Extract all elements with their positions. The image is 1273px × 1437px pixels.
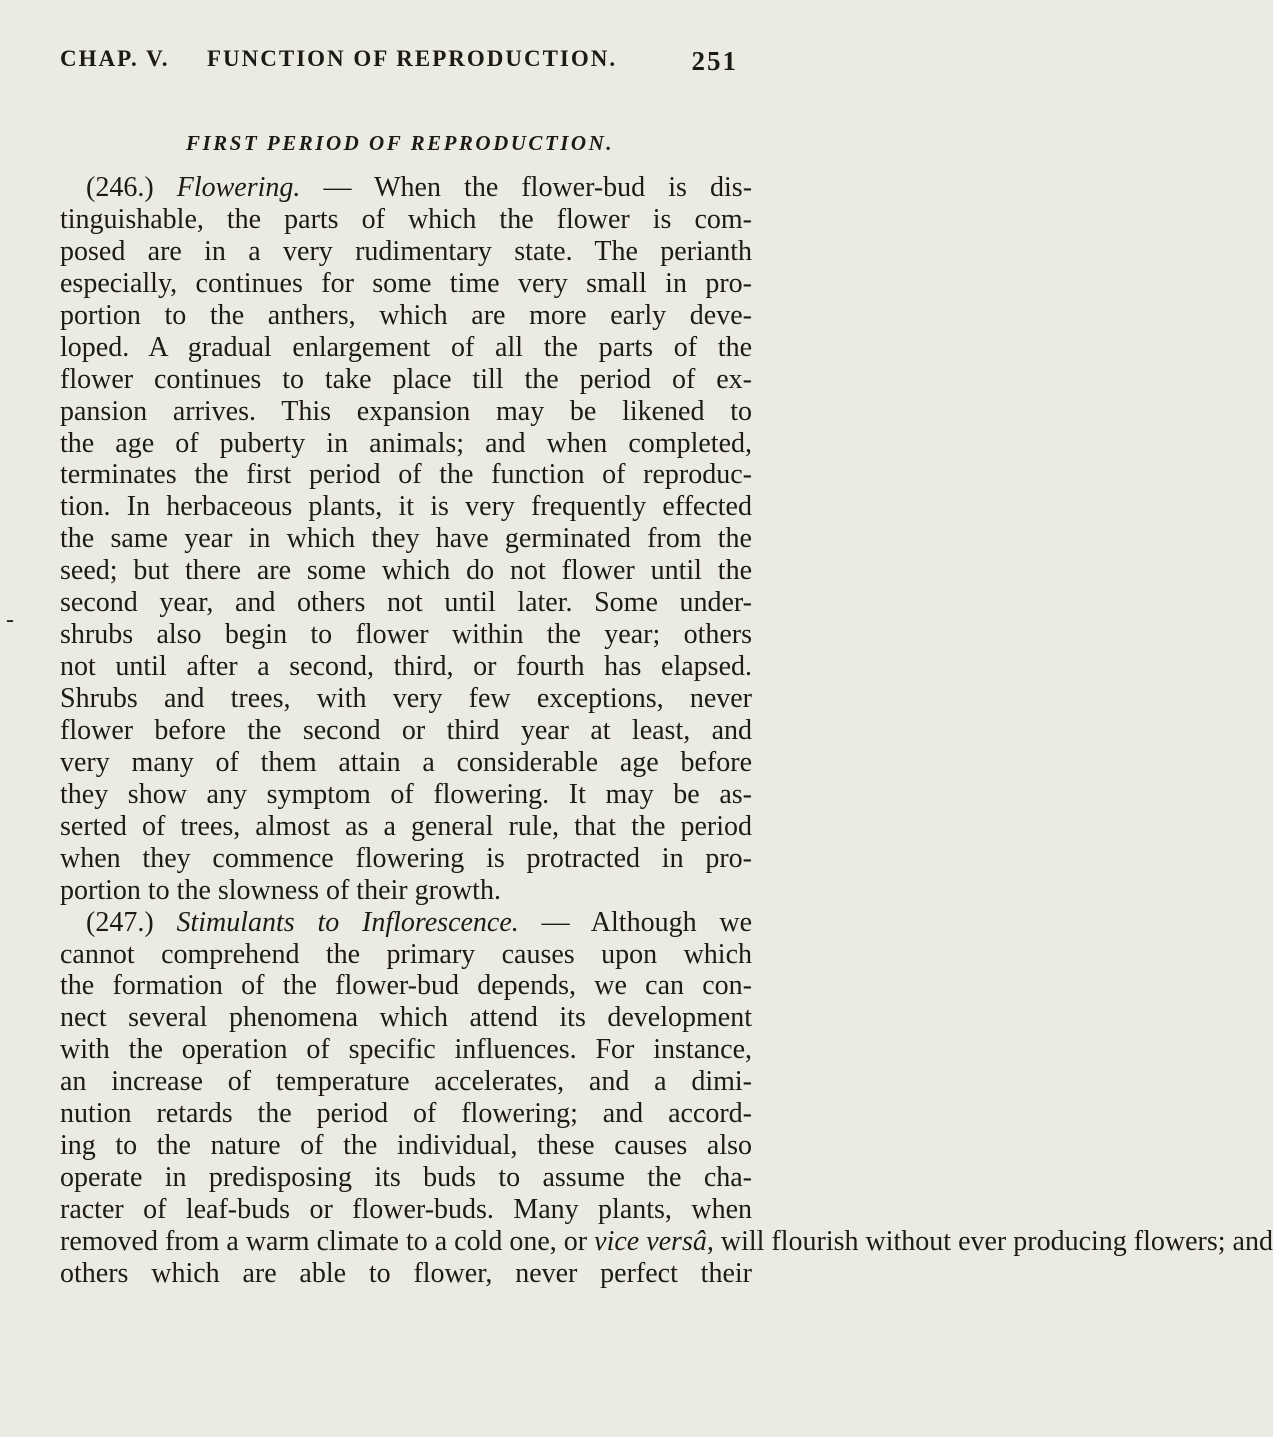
section-heading: FIRST PERIOD OF REPRODUCTION. [185, 131, 614, 155]
em-dash: — [541, 906, 570, 938]
text-segment: removed from a warm climate to a cold one, or [60, 1225, 588, 1257]
text-line: ing to the nature of the individual, these causes also [60, 1130, 752, 1162]
page-number: 251 [691, 46, 738, 76]
text-line: terminates the first period of the function of reproduc- [60, 459, 752, 491]
text-line: the age of puberty in animals; and when completed, [60, 427, 752, 459]
running-title: FUNCTION OF REPRODUCTION. [207, 46, 618, 71]
text-line: cannot comprehend the primary causes upon which [60, 938, 752, 970]
text-line: posed are in a very rudimentary state. The perianth [60, 235, 752, 267]
text-line: Shrubs and trees, with very few exceptions, never [60, 683, 752, 714]
text-line: with the operation of specific influences. For instance, [60, 1034, 752, 1066]
text-line: loped. A gradual enlargement of all the parts of the [60, 331, 752, 363]
text-line: racter of leaf-buds or flower-buds. Many plants, when [60, 1194, 752, 1225]
text-line: second year, and others not until later. Some under- [60, 587, 752, 619]
paragraph-247-first-line [60, 907, 752, 939]
text-line: serted of trees, almost as a general rule, that the period [60, 810, 752, 842]
text-line: an increase of temperature accelerates, and a dimi- [60, 1066, 752, 1098]
paragraph-number: (247.) [86, 906, 154, 938]
text-line: seed; but there are some which do not flower until the [60, 555, 752, 587]
text-line: pansion arrives. This expansion may be likened to [60, 395, 752, 427]
text-line: operate in predisposing its buds to assume the cha- [60, 1162, 752, 1194]
text-line: not until after a second, third, or fourth has elapsed. [60, 651, 752, 683]
margin-mark: - [6, 607, 14, 633]
text-line: the formation of the flower-bud depends, we can con- [60, 970, 752, 1002]
text-line: they show any symptom of flowering. It may be as- [60, 778, 752, 810]
text-line: nution retards the period of flowering; and accord- [60, 1098, 752, 1130]
italic-phrase: vice versâ, [594, 1225, 714, 1257]
text-line: Although we [590, 906, 752, 938]
text-line: flower continues to take place till the period of ex- [60, 363, 752, 395]
text-line-with-italic [60, 1225, 1273, 1258]
text-line: portion to the slowness of their growth. [60, 874, 501, 906]
text-line: the same year in which they have germinated from the [60, 523, 752, 555]
paragraph-246-first-line [60, 172, 752, 204]
text-line: nect several phenomena which attend its development [60, 1002, 752, 1034]
text-line: tinguishable, the parts of which the flower is com- [60, 203, 752, 235]
chapter-label: CHAP. V. [60, 46, 170, 71]
text-line: shrubs also begin to flower within the year; others [60, 619, 752, 651]
text-line: especially, continues for some time very small in pro- [60, 267, 752, 299]
text-line: flower before the second or third year at least, and [60, 714, 752, 746]
text-line: very many of them attain a considerable age before [60, 746, 752, 778]
text-line: When the flower-bud is dis- [374, 172, 753, 203]
paragraph-heading: Stimulants to Inflorescence. [176, 906, 519, 938]
em-dash: — [323, 172, 352, 203]
text-line: others which are able to flower, never perfect their [60, 1257, 752, 1289]
paragraph-heading: Flowering. [176, 172, 301, 203]
paragraph-number: (246.) [86, 172, 154, 203]
text-segment: will flourish without ever producing flowers; and [720, 1225, 1273, 1257]
text-line: tion. In herbaceous plants, it is very frequently effected [60, 491, 752, 523]
text-line: when they commence flowering is protracted in pro- [60, 842, 752, 874]
running-head [60, 46, 738, 94]
text-line: portion to the anthers, which are more early deve- [60, 299, 752, 331]
body-text [60, 172, 1273, 1290]
